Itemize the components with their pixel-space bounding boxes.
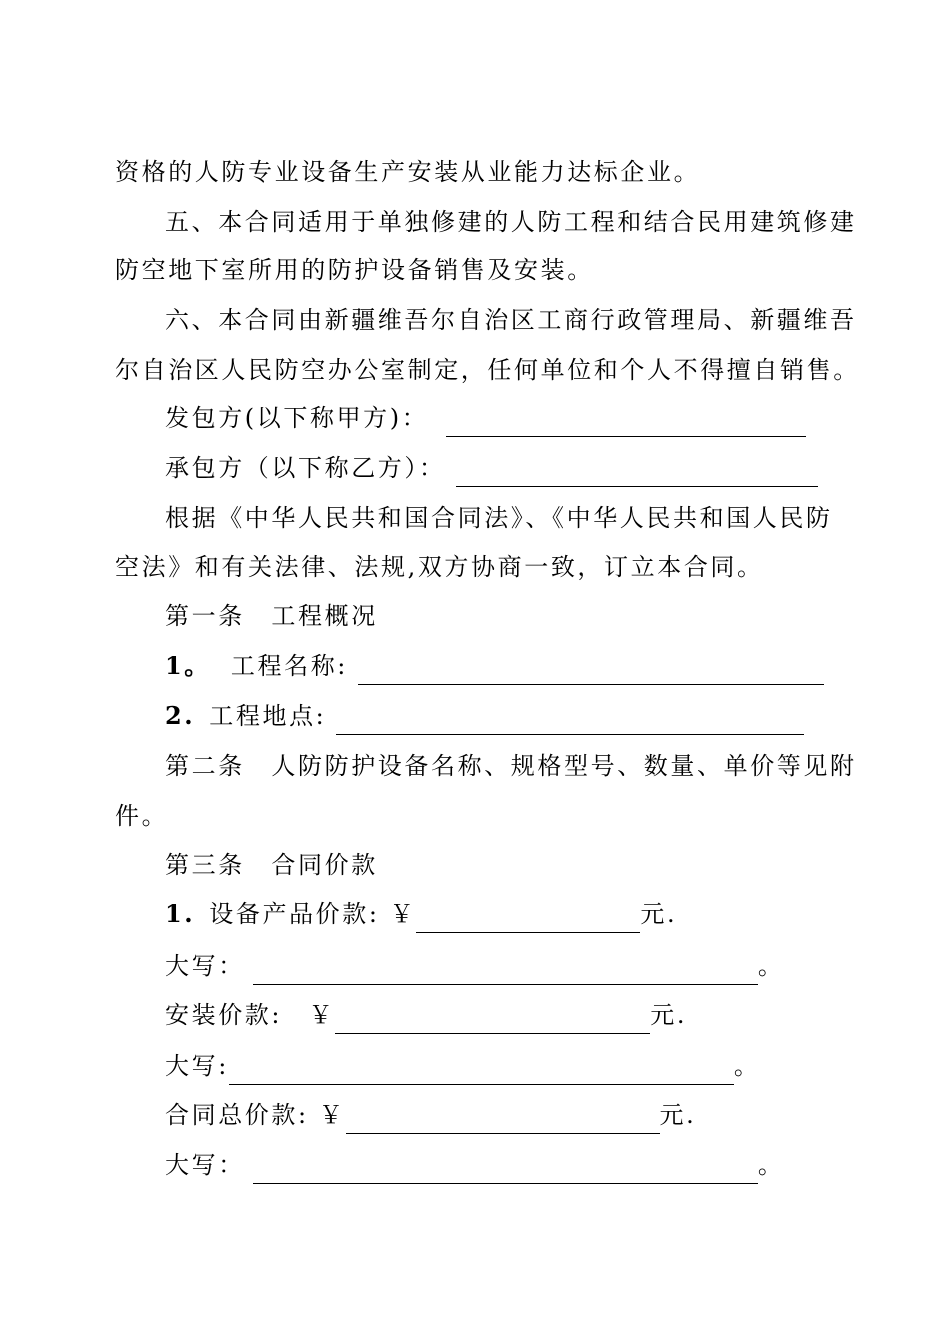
period-mark: 。	[757, 952, 785, 980]
total-price-words-row	[165, 1145, 784, 1185]
paragraph-text: 第二条 人防防护设备名称、规格型号、数量、单价等见附	[165, 752, 857, 780]
clause-5-line-2	[115, 250, 594, 290]
clause-5-line-1	[165, 202, 857, 242]
article-1-title	[165, 596, 378, 636]
project-location-row	[165, 696, 804, 736]
heading-text: 第一条 工程概况	[165, 602, 378, 630]
basis-line-1	[165, 498, 833, 538]
party-a-row	[165, 398, 806, 438]
paragraph-text: 件。	[115, 802, 169, 830]
clause-6-line-1	[165, 300, 857, 340]
paragraph-4-continuation	[115, 152, 700, 192]
basis-line-2	[115, 547, 764, 587]
article-2-line-1	[165, 746, 857, 786]
total-price-words-blank[interactable]	[253, 1155, 758, 1184]
heading-text: 第三条 合同价款	[165, 851, 378, 879]
party-a-label: 发包方(以下称甲方)：	[165, 404, 429, 432]
daxie-label: 大写：	[165, 952, 245, 980]
equipment-price-words-row	[165, 946, 784, 986]
yuan-unit: 元.	[650, 1001, 688, 1029]
clause-6-line-2	[115, 350, 860, 390]
item-number: 1。	[165, 651, 211, 680]
period-mark: 。	[733, 1052, 761, 1080]
project-name-row	[165, 646, 824, 686]
install-price-words-row	[165, 1046, 761, 1086]
install-price-blank[interactable]	[335, 1005, 650, 1034]
install-price-row	[165, 995, 687, 1035]
yuan-unit: 元.	[659, 1101, 697, 1129]
period-mark: 。	[757, 1151, 785, 1179]
paragraph-text: 五、本合同适用于单独修建的人防工程和结合民用建筑修建	[165, 208, 857, 236]
paragraph-text: 资格的人防专业设备生产安装从业能力达标企业。	[115, 158, 701, 186]
article-2-line-2	[115, 796, 168, 836]
item-number: 1.	[165, 899, 196, 928]
total-price-row	[165, 1095, 696, 1135]
project-location-label: 工程地点:	[209, 702, 327, 730]
total-price-blank[interactable]	[346, 1105, 660, 1134]
install-price-label: 安装价款: ￥	[165, 1001, 336, 1029]
paragraph-text: 根据《中华人民共和国合同法》、《中华人民共和国人民防	[165, 504, 833, 532]
item-number: 2.	[165, 701, 196, 730]
paragraph-text: 防空地下室所用的防护设备销售及安装。	[115, 256, 594, 284]
daxie-label: 大写:	[165, 1052, 229, 1080]
equipment-price-label: 设备产品价款: ￥	[209, 900, 417, 928]
project-name-label: 工程名称:	[230, 652, 348, 680]
install-price-words-blank[interactable]	[229, 1056, 734, 1085]
daxie-label: 大写：	[165, 1151, 245, 1179]
equipment-price-row	[165, 894, 677, 934]
paragraph-text: 空法》和有关法律、法规,双方协商一致，订立本合同。	[115, 553, 764, 581]
project-location-blank[interactable]	[336, 706, 804, 735]
project-name-blank[interactable]	[358, 656, 824, 685]
article-3-title	[165, 845, 378, 885]
paragraph-text: 六、本合同由新疆维吾尔自治区工商行政管理局、新疆维吾	[165, 306, 857, 334]
party-b-blank[interactable]	[456, 458, 818, 487]
total-price-label: 合同总价款: ￥	[165, 1101, 346, 1129]
equipment-price-words-blank[interactable]	[253, 956, 758, 985]
party-b-row	[165, 448, 818, 488]
paragraph-text: 尔自治区人民防空办公室制定，任何单位和个人不得擅自销售。	[115, 356, 860, 384]
party-b-label: 承包方（以下称乙方）：	[165, 454, 446, 482]
party-a-blank[interactable]	[446, 408, 806, 437]
yuan-unit: 元.	[640, 900, 678, 928]
equipment-price-blank[interactable]	[416, 904, 640, 933]
